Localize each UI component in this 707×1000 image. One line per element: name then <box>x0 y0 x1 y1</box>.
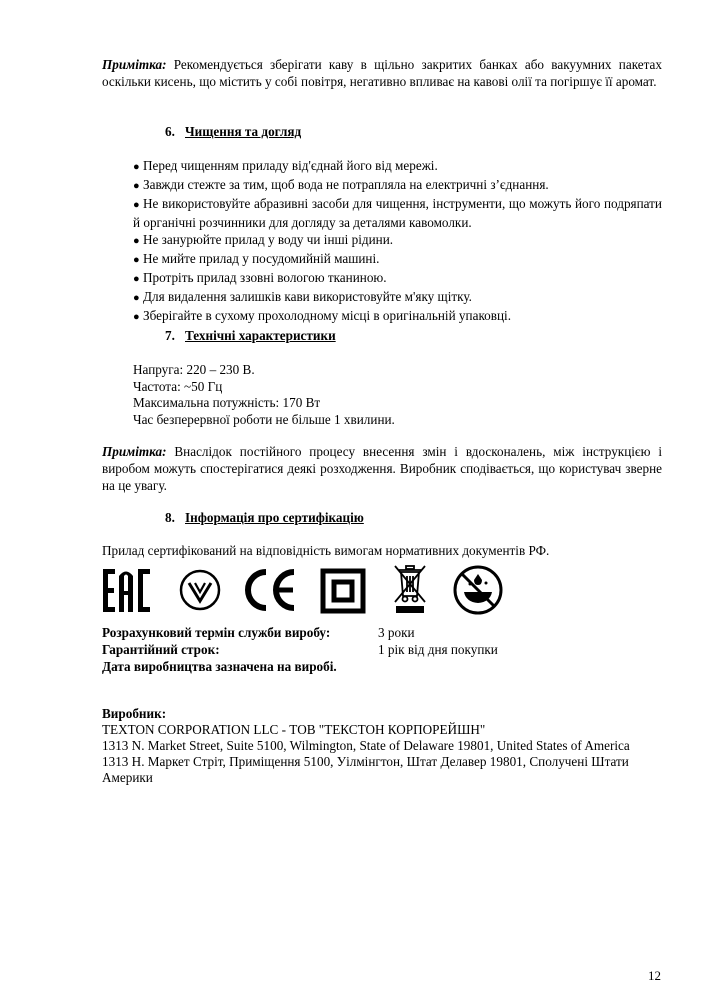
note-text: Рекомендується зберігати каву в щільно закритих банках або вакуумних пакетах оскільки кисень, що містить у собі повітря, негативно впливає на кавові олії та погіршує її аромат. <box>102 57 662 89</box>
spec-line: Частота: ~50 Гц <box>133 378 223 394</box>
section-number: 6. <box>165 124 175 139</box>
section-title: Інформація про сертифікацію <box>185 510 364 525</box>
section-6-heading <box>165 124 301 140</box>
list-item: ● Не використовуйте абразивні засоби для чищення, інструменти, що можуть його подряпати й органічні розчинники для догляду за деталями кавомолки. <box>133 196 662 230</box>
spec-line: Напруга: 220 – 230 В. <box>133 362 255 377</box>
section-7-heading <box>165 328 336 344</box>
service-life-value: 3 роки <box>378 625 415 640</box>
manufacturer-label: Виробник: <box>102 706 167 721</box>
section-8-heading <box>165 510 364 526</box>
note-text: Внаслідок постійного процесу внесення змін і вдосконалень, між інструкцією і виробом можуть спостерігатися деякі розходження. Виробник сподівається, що користувач зверне на це увагу. <box>102 444 662 493</box>
list-item: ● Для видалення залишків кави використовуйте м'яку щітку. <box>133 289 472 304</box>
ce-mark-icon <box>240 568 298 612</box>
page-number: 12 <box>648 968 661 983</box>
manufacturer-info <box>102 706 662 786</box>
weee-crossed-bin-icon <box>390 562 430 618</box>
note-label: Примітка: <box>102 444 167 459</box>
no-immerse-icon <box>452 564 504 616</box>
note-label: Примітка: <box>102 57 167 72</box>
cleaning-list <box>133 157 662 326</box>
production-date-note: Дата виробництва зазначена на виробі. <box>102 659 337 674</box>
specifications <box>133 362 395 428</box>
list-item: ● Зберігайте в сухому прохолодному місці в оригінальній упаковці. <box>133 308 512 323</box>
manufacturer-address-uk: 1313 Н. Маркет Стріт, Приміщення 5100, Уілмінгтон, Штат Делавер 19801, Сполучені Штати Америки <box>102 754 629 785</box>
list-item: ● Завжди стежте за тим, щоб вода не потрапляла на електричні з’єднання. <box>133 177 549 192</box>
manufacturer-address-en: 1313 N. Market Street, Suite 5100, Wilmington, State of Delaware 19801, United States of America <box>102 738 630 753</box>
spec-line: Максимальна потужність: 170 Вт <box>133 395 321 410</box>
certification-intro: Прилад сертифікований на відповідність вимогам нормативних документів РФ. <box>102 543 550 558</box>
spec-line: Час безперервної роботи не більше 1 хвилини. <box>133 411 395 427</box>
storage-note <box>102 56 662 90</box>
conformity-mark-icon <box>178 568 222 612</box>
section-number: 8. <box>165 510 175 525</box>
list-item: ● Не занурюйте прилад у воду чи інші рідини. <box>133 232 394 247</box>
list-item: ● Протріть прилад ззовні вологою тканиною. <box>133 270 387 285</box>
list-item: ● Перед чищенням приладу від'єднай його від мережі. <box>133 158 438 173</box>
eac-mark-icon <box>102 565 152 615</box>
service-info <box>102 624 662 675</box>
section-title: Технічні характеристики <box>185 328 336 343</box>
section-title: Чищення та догляд <box>185 124 302 139</box>
certification-marks <box>102 562 522 618</box>
list-item: ● Не мийте прилад у посудомийній машині. <box>133 251 380 266</box>
changes-note <box>102 443 662 494</box>
manufacturer-name: TEXTON CORPORATION LLC - ТОВ "ТЕКСТОН КОРПОРЕЙШН" <box>102 722 486 737</box>
warranty-value: 1 рік від дня покупки <box>378 642 498 657</box>
double-insulation-icon <box>320 568 366 614</box>
warranty-label: Гарантійний строк: <box>102 642 220 657</box>
service-life-label: Розрахунковий термін служби виробу: <box>102 625 331 640</box>
section-number: 7. <box>165 328 175 343</box>
